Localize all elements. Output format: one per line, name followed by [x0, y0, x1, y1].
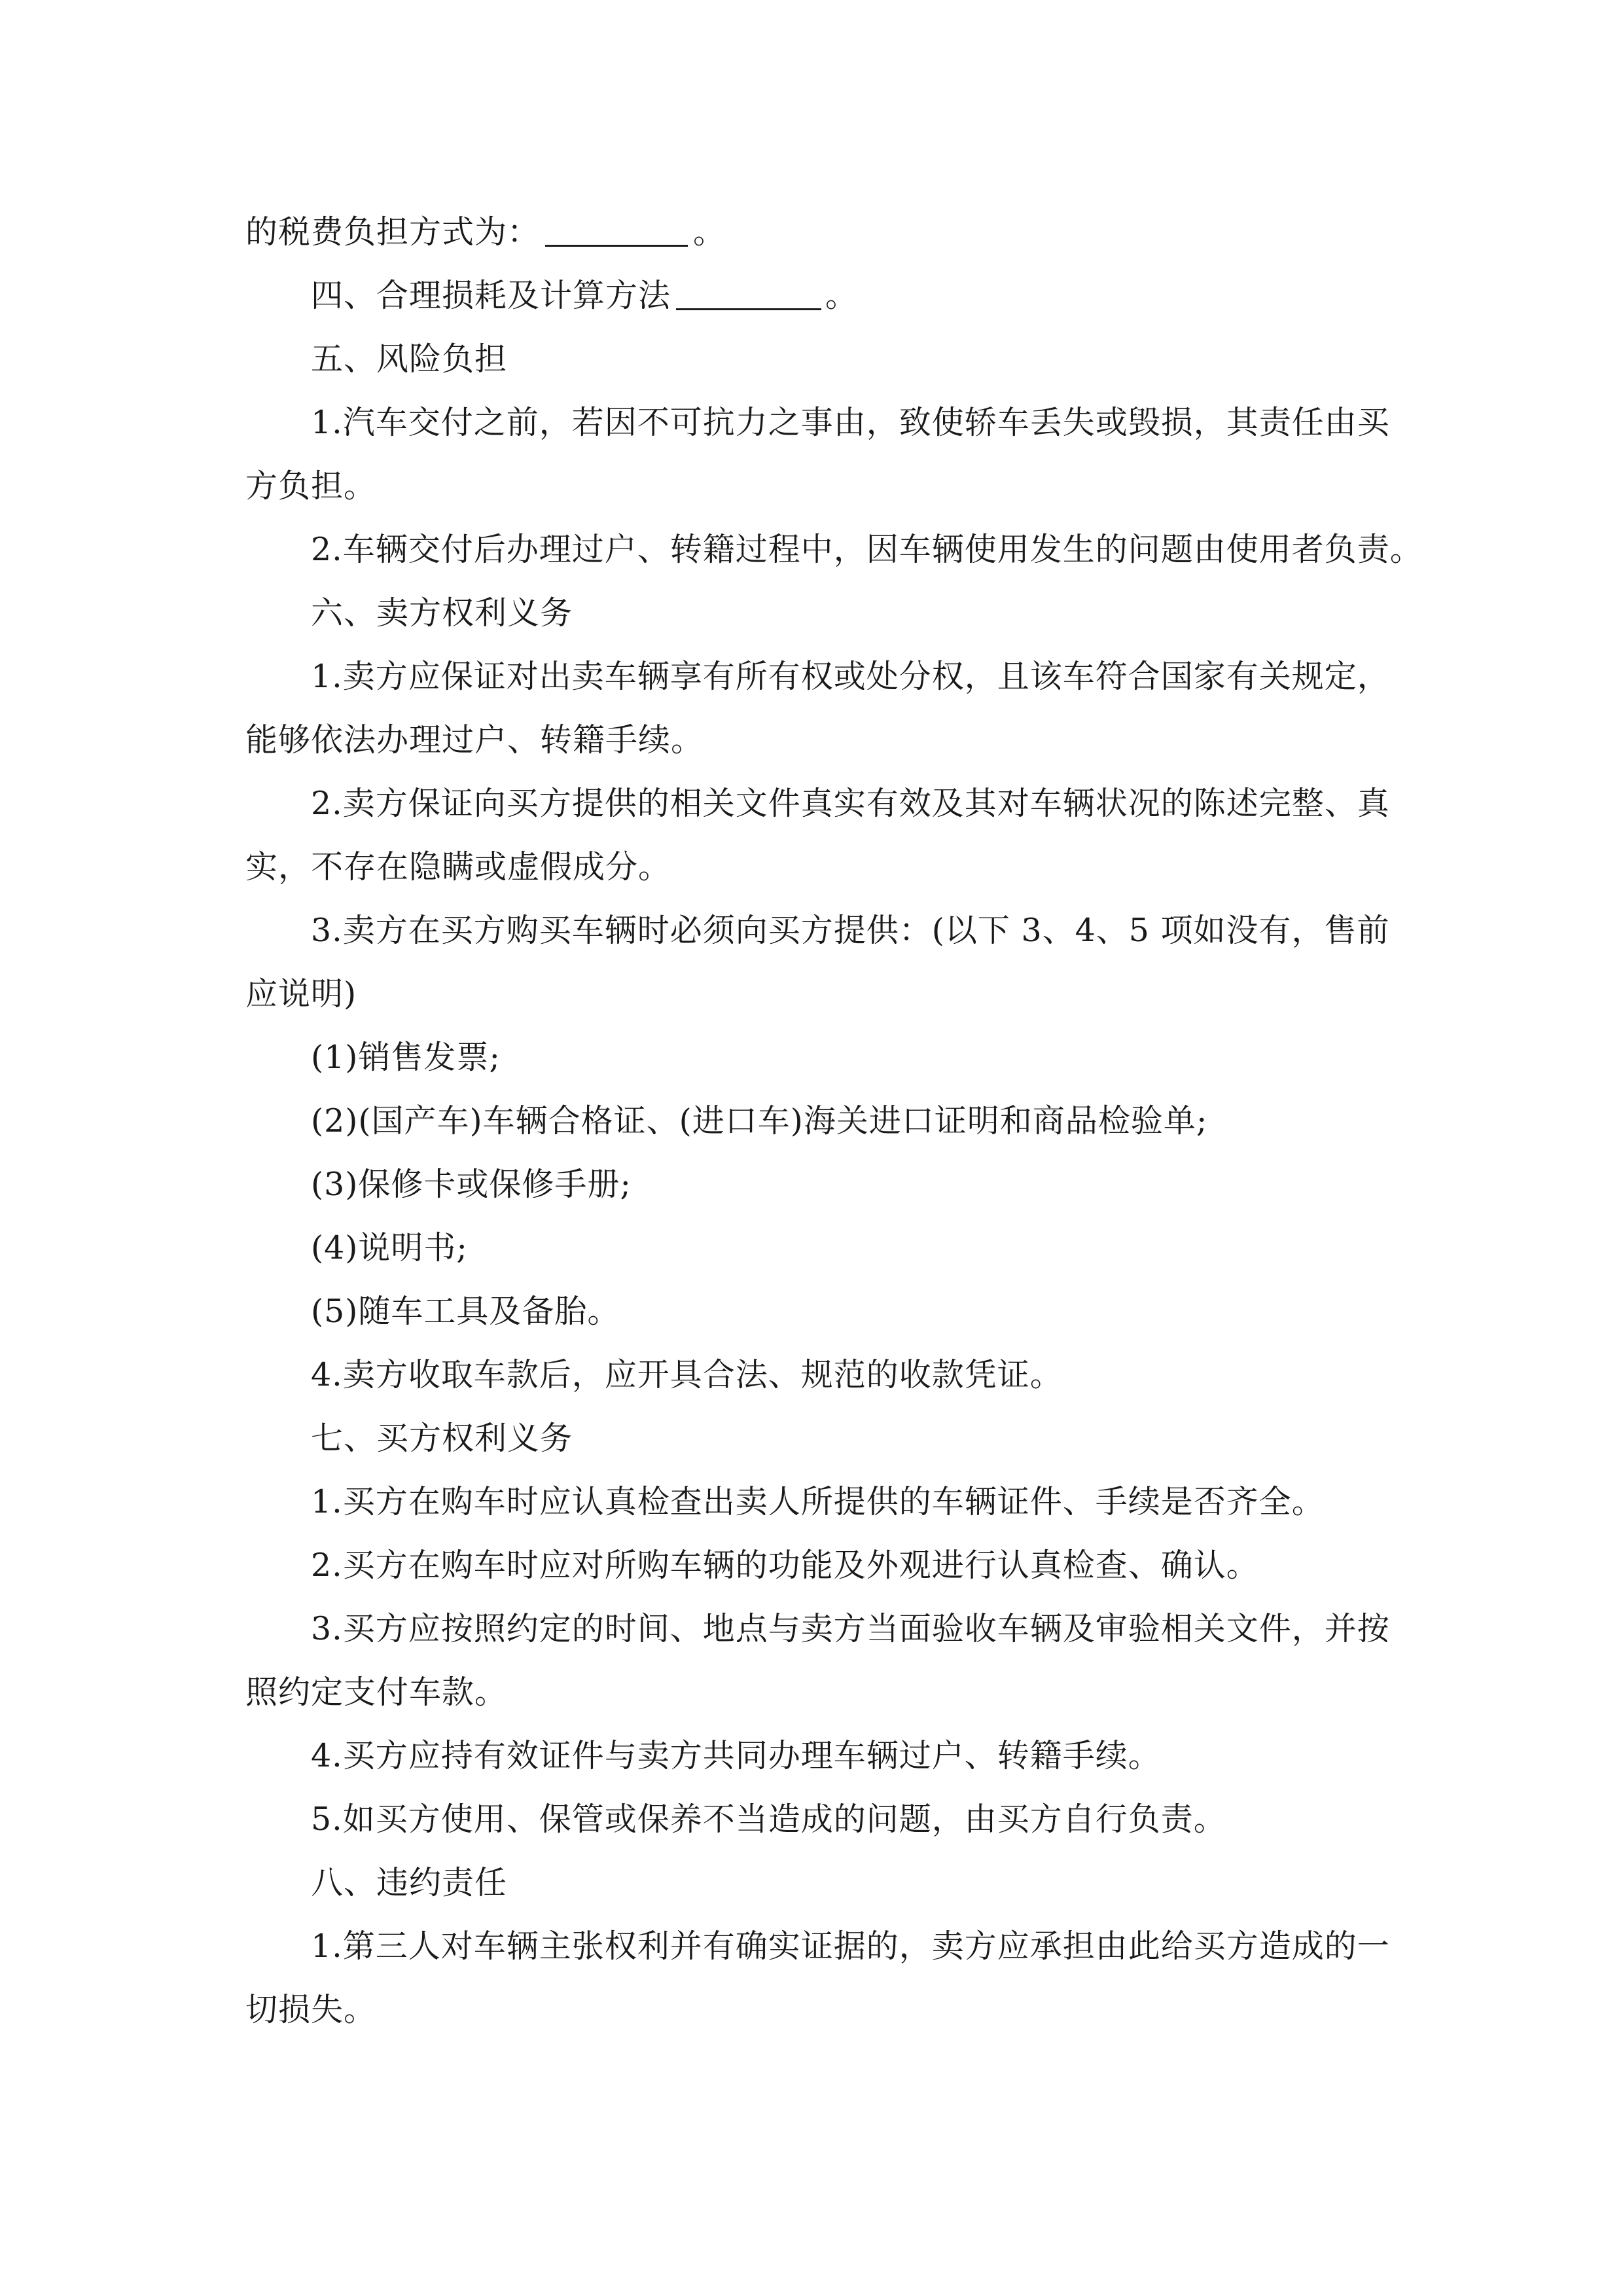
section-heading	[245, 264, 1378, 327]
text-line: 方负担。	[245, 467, 377, 505]
tax-burden-label: 的税费负担方式为：	[245, 213, 541, 251]
text-line: 1.买方在购车时应认真检查出卖人所提供的车辆证件、手续是否齐全。	[311, 1483, 1325, 1520]
text-line	[245, 200, 1378, 264]
text-line: 应说明)	[245, 975, 357, 1013]
fill-in-blank	[676, 272, 821, 310]
text-line: 能够依法办理过户、转籍手续。	[245, 721, 704, 759]
document-body	[245, 200, 1423, 2041]
text-line: 2.买方在购车时应对所购车辆的功能及外观进行认真检查、确认。	[311, 1547, 1259, 1584]
list-item: (4)说明书;	[311, 1229, 468, 1266]
text-line: 3.买方应按照约定的时间、地点与卖方当面验收车辆及审验相关文件，并按	[311, 1610, 1390, 1647]
text-line: 1.汽车交付之前，若因不可抗力之事由，致使轿车丢失或毁损，其责任由买	[311, 404, 1390, 441]
text-line: 5.如买方使用、保管或保养不当造成的问题，由买方自行负责。	[311, 1801, 1226, 1838]
text-line: 1.卖方应保证对出卖车辆享有所有权或处分权，且该车符合国家有关规定，	[311, 658, 1390, 695]
text-line: 实，不存在隐瞒或虚假成分。	[245, 848, 671, 886]
text-line: 4.卖方收取车款后，应开具合法、规范的收款凭证。	[311, 1356, 1063, 1393]
section-heading: 八、违约责任	[311, 1864, 508, 1901]
text-line: 2.卖方保证向买方提供的相关文件真实有效及其对车辆状况的陈述完整、真	[311, 785, 1390, 822]
text-line: 4.买方应持有效证件与卖方共同办理车辆过户、转籍手续。	[311, 1737, 1161, 1774]
list-item: (3)保修卡或保修手册;	[311, 1166, 632, 1203]
line-end-punctuation: 。	[693, 213, 726, 251]
text-line: 3.卖方在买方购买车辆时必须向买方提供：(以下 3、4、5 项如没有，售前	[311, 912, 1390, 949]
text-line: 照约定支付车款。	[245, 1674, 508, 1711]
fill-in-blank	[545, 208, 688, 247]
text-line: 1.第三人对车辆主张权利并有确实证据的，卖方应承担由此给买方造成的一	[311, 1928, 1390, 1965]
section-heading: 五、风险负担	[311, 340, 508, 378]
text-line: 切损失。	[245, 1991, 377, 2028]
list-item: (5)随车工具及备胎。	[311, 1293, 620, 1330]
line-end-punctuation: 。	[825, 277, 859, 314]
text-line: 2.车辆交付后办理过户、转籍过程中，因车辆使用发生的问题由使用者负责。	[311, 531, 1423, 568]
section-heading: 七、买方权利义务	[311, 1420, 573, 1457]
list-item: (1)销售发票;	[311, 1039, 501, 1076]
loss-calculation-heading: 四、合理损耗及计算方法	[311, 277, 671, 314]
section-heading: 六、卖方权利义务	[311, 594, 573, 632]
list-item: (2)(国产车)车辆合格证、(进口车)海关进口证明和商品检验单;	[311, 1102, 1208, 1139]
